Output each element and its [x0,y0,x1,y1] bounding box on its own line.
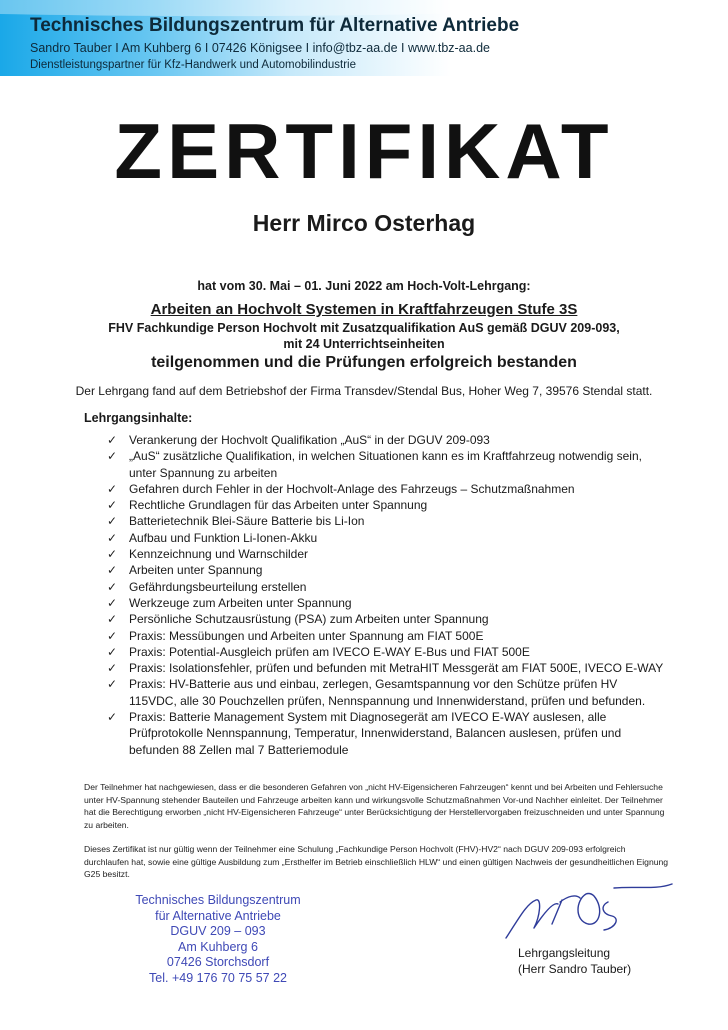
result-line: teilgenommen und die Prüfungen erfolgreich bestanden [151,354,577,371]
check-icon: ✓ [107,563,118,578]
organization-name: Technisches Bildungszentrum für Alternative Antriebe [30,15,520,36]
list-item [107,595,667,611]
list-item [107,628,667,644]
check-icon: ✓ [107,498,118,513]
check-icon: ✓ [107,595,118,610]
list-item [107,513,667,529]
list-item-text: Praxis: Potential-Ausgleich prüfen am IVECO E-WAY E-Bus und FIAT 500E [129,644,530,659]
list-item-text: Arbeiten unter Spannung [129,563,263,578]
partner-line: Dienstleistungspartner für Kfz-Handwerk und Automobilindustrie [30,59,356,71]
list-item [107,497,667,513]
check-icon: ✓ [107,661,118,676]
units-line: mit 24 Unterrichtseinheiten [283,337,445,351]
handwritten-signature [496,880,676,950]
list-item-text: Gefährdungsbeurteilung erstellen [129,579,307,594]
stamp-line: Am Kuhberg 6 [178,939,258,954]
stamp-line: 07426 Storchsdorf [166,955,270,969]
list-item-text: Gefahren durch Fehler in der Hochvolt-Anlage des Fahrzeugs – Schutzmaßnahmen [129,481,575,496]
contents-list [107,432,667,758]
list-item [107,644,667,660]
list-item-text: Persönliche Schutzausrüstung (PSA) zum Arbeiten unter Spannung [129,612,489,627]
venue-line: Der Lehrgang fand auf dem Betriebshof der Firma Transdev/Stendal Bus, Hoher Weg 7, 39576 Stendal statt. [75,384,653,398]
list-item [107,660,667,676]
date-line: hat vom 30. Mai – 01. Juni 2022 am Hoch-Volt-Lehrgang: [197,279,531,293]
qualification-line: FHV Fachkundige Person Hochvolt mit Zusatzqualifikation AuS gemäß DGUV 209-093, [108,321,620,335]
list-item [107,709,667,758]
check-icon: ✓ [107,433,118,447]
list-item-text: Rechtliche Grundlagen für das Arbeiten unter Spannung [129,498,428,513]
list-item-text: Aufbau und Funktion Li-Ionen-Akku [129,530,318,545]
list-item-text: Werkzeuge zum Arbeiten unter Spannung [129,595,352,610]
check-icon: ✓ [107,677,118,692]
check-icon: ✓ [107,710,118,725]
list-item-text: Kennzeichnung und Warnschilder [129,547,308,562]
list-item [107,530,667,546]
list-item [107,579,667,595]
list-item-text: Verankerung der Hochvolt Qualifikation „AuS“ in der DGUV 209-093 [129,433,490,447]
stamp-line: Tel. +49 176 70 75 57 22 [149,970,287,985]
check-icon: ✓ [107,547,118,562]
check-icon: ✓ [107,481,118,496]
list-item [107,611,667,627]
contents-heading: Lehrgangsinhalte: [84,411,193,425]
list-item [107,448,667,481]
list-item-text: Praxis: Batterie Management System mit Diagnosegerät am IVECO E-WAY auslesen, alle Prüfprotokolle Nennspannung, Temperatur, Innenwiderstand, Balancen auslesen, prüfen und befunden 88 Zellen mal 7 Batteriemodule [129,710,622,757]
contact-line: Sandro Tauber I Am Kuhberg 6 I 07426 Königsee I info@tbz-aa.de I www.tbz-aa.de [30,41,490,55]
signature-name: (Herr Sandro Tauber) [518,962,632,976]
check-icon: ✓ [107,449,118,464]
check-icon: ✓ [107,579,118,594]
list-item-text: Praxis: Messübungen und Arbeiten unter Spannung am FIAT 500E [129,628,484,643]
list-item [107,481,667,497]
check-icon: ✓ [107,644,118,659]
list-item-text: Batterietechnik Blei-Säure Batterie bis Li-Ion [129,514,365,529]
company-stamp [118,893,318,986]
fine-print-paragraph-1: Der Teilnehmer hat nachgewiesen, dass er die besonderen Gefahren von „nicht HV-Eigensicheren Fahrzeugen“ kennt und bei Arbeiten und Fehlersuche unter HV-Spannung stehender Bauteilen und Fahrzeuge arbeiten kann und wirkungsvolle Schutzmaßnahmen Vor-und Nachher einleitet. Der Teilnehmer hat die Berechtigung erworben „nicht HV-Eigensicheren Fahrzeuge“ unter Berücksichtigung der Herstellervorgaben freizuschneiden und unter Spannung zu arbeiten. [84,782,665,830]
list-item [107,546,667,562]
course-title: Arbeiten an Hochvolt Systemen in Kraftfahrzeugen Stufe 3S [150,301,578,318]
list-item-text: „AuS“ zusätzliche Qualifikation, in welchen Situationen kann es im Kraftfahrzeug notwendig sein, unter Spannung zu arbeiten [129,449,642,480]
stamp-line: DGUV 209 – 093 [170,924,266,938]
certificate-title: ZERTIFIKAT [114,107,614,195]
list-item-text: Praxis: HV-Batterie aus und einbau, zerlegen, Gesamtspannung vor den Schütze prüfen HV 115VDC, alle 30 Pouchzellen prüfen, Nennspannung und Innenwiderstand, prüfen und befunden. [129,677,646,708]
list-item [107,432,667,448]
list-item [107,562,667,578]
check-icon: ✓ [107,530,118,545]
check-icon: ✓ [107,514,118,529]
list-item [107,676,667,709]
check-icon: ✓ [107,612,118,627]
signature-title: Lehrgangsleitung [518,946,611,960]
stamp-line: Technisches Bildungszentrum [135,893,301,907]
check-icon: ✓ [107,628,118,643]
list-item-text: Praxis: Isolationsfehler, prüfen und befunden mit MetraHIT Messgerät am FIAT 500E, IVECO E-WAY [129,661,664,676]
fine-print-paragraph-2: Dieses Zertifikat ist nur gültig wenn der Teilnehmer eine Schulung „Fachkundige Person Hochvolt (FHV)-HV2“ nach DGUV 209-093 erfolgreich durchlaufen hat, sowie eine gültige Ausbildung zum „Ersthelfer im Betrieb einschließlich HLW“ und einen gültigen Nachweis der gesundheitlichen Eignung G25 besitzt. [84,844,669,880]
recipient-name: Herr Mirco Osterhag [252,210,476,236]
stamp-line: für Alternative Antriebe [155,908,281,923]
